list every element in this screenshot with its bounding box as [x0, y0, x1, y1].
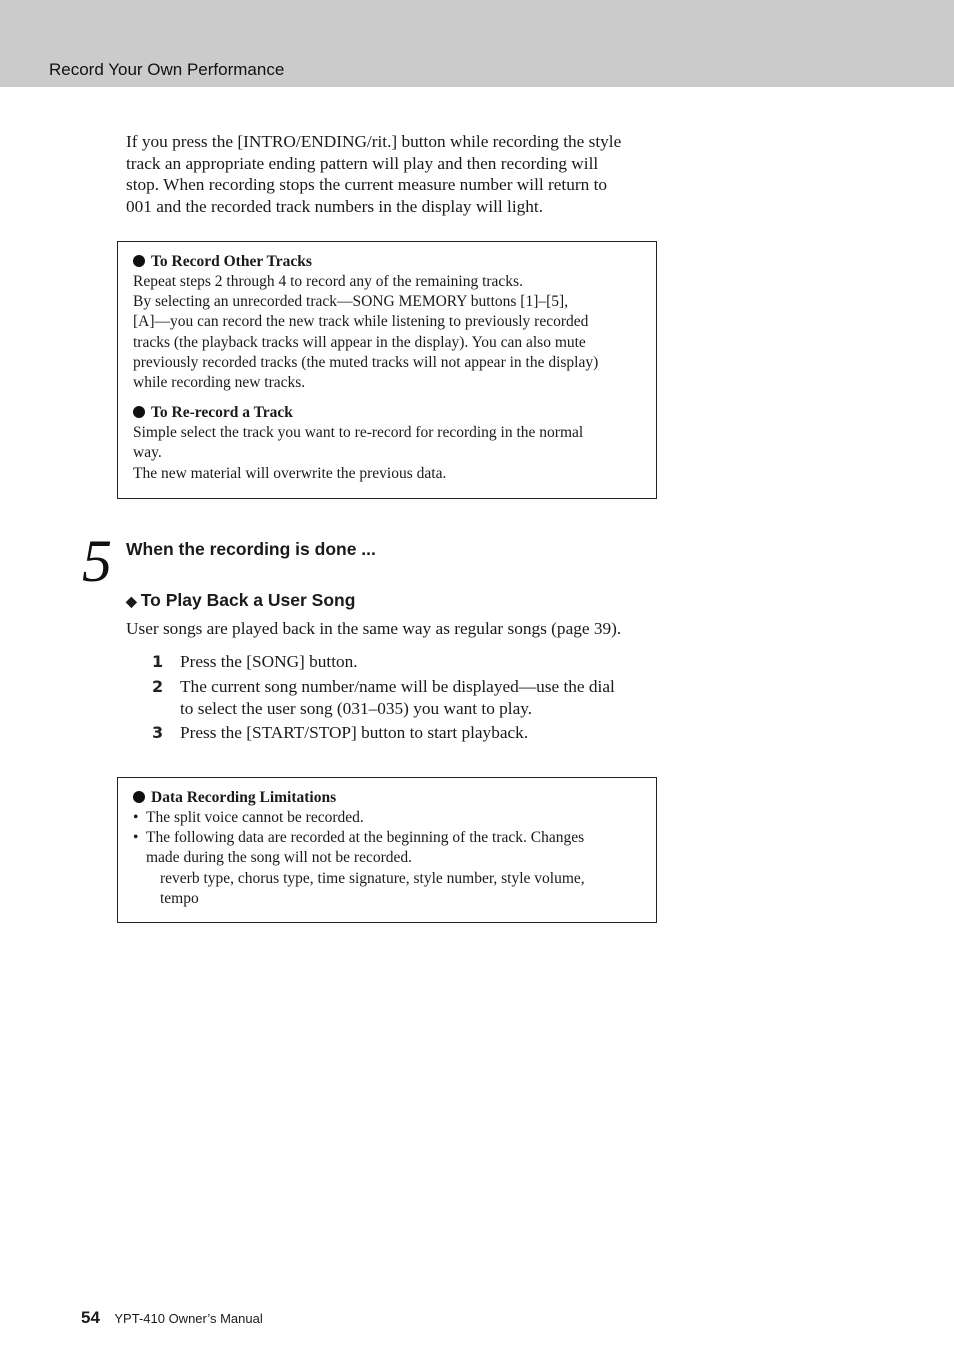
- indented-line: tempo: [160, 889, 199, 907]
- step-index: 3: [152, 723, 164, 742]
- step-text-line: to select the user song (031–035) you want to play.: [180, 698, 533, 718]
- bullet-dot-icon: [133, 791, 145, 803]
- step-index: 1: [152, 652, 164, 671]
- sub-heading-text: To Play Back a User Song: [140, 590, 356, 610]
- list-item-text: The following data are recorded at the beginning of the track. Changes: [146, 829, 585, 847]
- note-line: way.: [133, 444, 162, 462]
- intro-line: track an appropriate ending pattern will play and then recording will: [126, 153, 599, 173]
- page-number: 54: [81, 1308, 100, 1327]
- intro-line: 001 and the recorded track numbers in the display will light.: [126, 197, 544, 217]
- list-bullet: •: [133, 809, 139, 826]
- note-heading: [133, 403, 646, 423]
- note-line: Repeat steps 2 through 4 to record any of the remaining tracks.: [133, 273, 523, 290]
- note-line: previously recorded tracks (the muted tracks will not appear in the display): [133, 353, 599, 371]
- step-text: [180, 722, 528, 744]
- step-text-line: Press the [SONG] button.: [180, 652, 358, 671]
- step-text-line: Press the [START/STOP] button to start playback.: [180, 723, 529, 742]
- bullet-dot-icon: [133, 255, 145, 267]
- note-line: [A]—you can record the new track while listening to previously recorded: [133, 313, 589, 331]
- note-line: The new material will overwrite the previous data.: [133, 464, 447, 482]
- list-item: [133, 808, 646, 828]
- note-box-limitations: [117, 777, 657, 923]
- step-text: [180, 651, 358, 673]
- note-line: while recording new tracks.: [133, 374, 306, 392]
- note-heading-text: To Record Other Tracks: [151, 253, 312, 270]
- step-text-line: The current song number/name will be displayed—use the dial: [180, 677, 615, 696]
- page-footer: [81, 1308, 263, 1328]
- manual-name: YPT-410 Owner’s Manual: [114, 1311, 263, 1326]
- note-line: tracks (the playback tracks will appear in the display). You can also mute: [133, 333, 586, 351]
- note-heading-text: Data Recording Limitations: [151, 789, 337, 806]
- list-item-text: made during the song will not be recorded.: [146, 849, 413, 867]
- note-heading: [133, 788, 646, 808]
- note-line: Simple select the track you want to re-record for recording in the normal: [133, 424, 584, 442]
- list-item-text: The split voice cannot be recorded.: [146, 809, 364, 826]
- step-text: [180, 676, 615, 719]
- list-item: [133, 828, 646, 868]
- indented-line: reverb type, chorus type, time signature, style number, style volume,: [160, 869, 585, 887]
- page-section-title: Record Your Own Performance: [49, 60, 285, 79]
- note-heading: [133, 252, 646, 272]
- note-line: By selecting an unrecorded track—SONG MEMORY buttons [1]–[5],: [133, 293, 569, 311]
- list-bullet: •: [133, 829, 139, 847]
- intro-paragraph: [126, 131, 666, 218]
- step-index: 2: [152, 677, 164, 696]
- intro-line: If you press the [INTRO/ENDING/rit.] button while recording the style: [126, 132, 622, 151]
- note-heading-text: To Re-record a Track: [151, 404, 293, 422]
- step-title: When the recording is done ...: [126, 539, 376, 559]
- note-box-record-tracks: [117, 241, 657, 499]
- bullet-dot-icon: [133, 406, 145, 418]
- diamond-icon: ◆: [126, 593, 137, 609]
- step-number: 5: [82, 528, 112, 594]
- intro-line: stop. When recording stops the current measure number will return to: [126, 175, 608, 195]
- sub-paragraph: User songs are played back in the same way as regular songs (page 39).: [126, 619, 622, 638]
- sub-heading: [126, 590, 355, 611]
